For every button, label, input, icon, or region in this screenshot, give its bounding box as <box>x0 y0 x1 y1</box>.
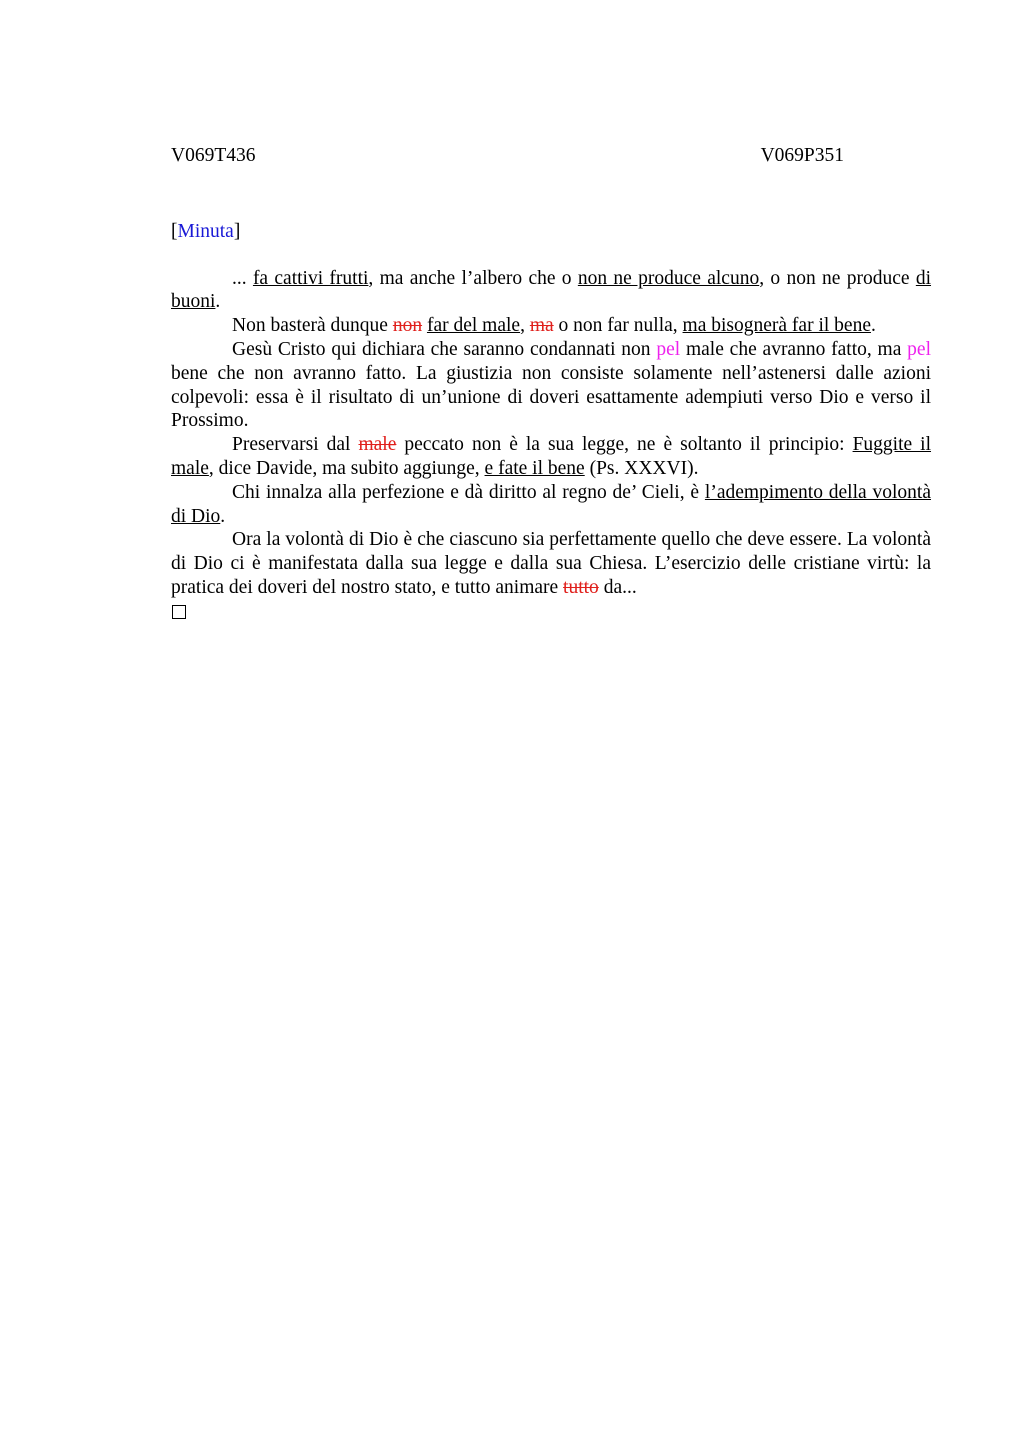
text-run: Chi innalza alla perfezione e dà diritto al regno de’ Cieli, è <box>232 481 705 503</box>
text-run: peccato non è la sua legge, ne è soltanto il principio: <box>396 434 853 456</box>
deleted-text: tutto <box>563 576 599 598</box>
section-label <box>171 220 931 244</box>
underlined-text: non ne produce alcuno <box>577 267 760 289</box>
paragraph <box>171 338 931 433</box>
document-page <box>171 144 931 626</box>
underlined-text: far del male <box>426 315 521 337</box>
underlined-text: ma bisognerà far il bene <box>682 315 871 337</box>
paragraph <box>171 314 931 338</box>
deleted-text: ma <box>529 315 554 337</box>
deleted-text: non <box>392 315 423 337</box>
text-run: . <box>220 505 226 527</box>
text-run: bene che non avranno fatto. La giustizia non consiste solamente nell’astenersi dalle azioni colpevoli: essa è il risultato di un’unione di doveri esattamente adempiuti verso Dio e verso il Prossimo. <box>171 362 931 432</box>
text-run: Preservarsi dal <box>232 434 359 456</box>
text-run: . <box>870 315 876 337</box>
text-run: Non basterà dunque <box>232 315 393 337</box>
paragraph <box>171 267 931 315</box>
empty-square-icon <box>172 605 186 619</box>
variant-text: pel <box>656 338 681 360</box>
text-run: o non far nulla, <box>553 315 683 337</box>
text-run: , <box>520 315 530 337</box>
text-run: , dice Davide, ma subito aggiunge, <box>208 457 485 479</box>
underlined-text: Fuggite il male <box>171 434 932 479</box>
text-run: Gesù Cristo qui dichiara che saranno condannati non <box>232 338 657 360</box>
text-run: da... <box>598 576 637 598</box>
text-run: (Ps. XXXVI). <box>584 457 699 479</box>
underlined-text: di buoni <box>171 267 932 313</box>
text-run: , o non ne produce <box>759 267 916 289</box>
document-body <box>171 267 931 600</box>
underlined-text: l’adempimento della volontà di Dio <box>171 481 931 527</box>
label-bracket-open: [ <box>171 220 178 242</box>
paragraph <box>171 433 931 481</box>
label-text: Minuta <box>177 220 234 242</box>
paragraph <box>171 528 931 599</box>
underlined-text: fa cattivi frutti <box>252 267 369 289</box>
text-run: . <box>215 291 221 313</box>
text-run: male che avranno fatto, ma <box>680 338 908 360</box>
text-run: Ora la volontà di Dio è che ciascuno sia perfettamente quello che deve essere. La volontà di Dio ci è manifestata dalla sua legge e dalla sua Chiesa. L’esercizio delle cristiane virtù: la pratica dei doveri del nostro stato, e tutto animare <box>171 529 931 598</box>
document-header <box>171 144 844 168</box>
paragraph <box>171 481 931 529</box>
right-reference-code: V069P351 <box>760 145 844 166</box>
deleted-text: male <box>358 434 397 456</box>
text-run: ... <box>232 267 253 289</box>
variant-text: pel <box>907 338 931 360</box>
underlined-text: e fate il bene <box>484 457 585 479</box>
label-bracket-close: ] <box>233 220 241 242</box>
left-reference-code: V069T436 <box>171 145 256 166</box>
text-run: , ma anche l’albero che o <box>368 267 578 289</box>
